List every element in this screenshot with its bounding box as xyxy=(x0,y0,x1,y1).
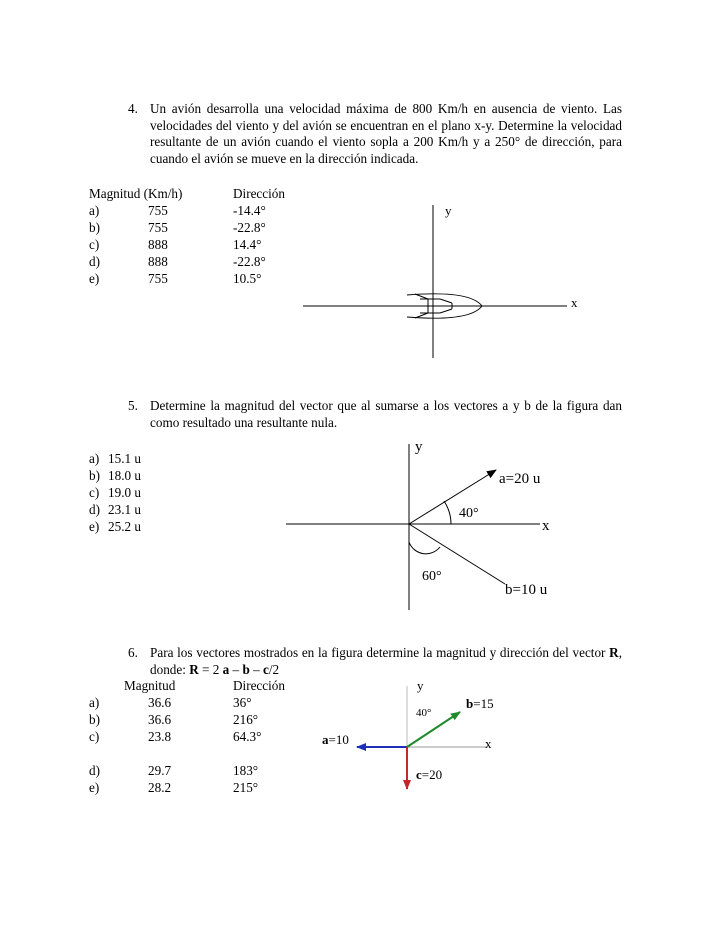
option-value: 25.2 u xyxy=(108,519,141,534)
option-value: 23.1 u xyxy=(108,502,141,517)
option-magnitude: 29.7 xyxy=(148,763,172,778)
option-direction: 216° xyxy=(233,712,259,727)
option-letter: e) xyxy=(89,271,100,286)
question-number: 5. xyxy=(128,398,138,413)
option-direction: 14.4° xyxy=(233,237,262,252)
option-letter: d) xyxy=(89,254,100,269)
y-axis-label: y xyxy=(417,678,424,693)
vector-a-label: a=20 u xyxy=(499,471,541,487)
question-text-start: Para los vectores mostrados en la figura determine la magnitud y dirección del vector xyxy=(150,645,610,660)
option-magnitude: 888 xyxy=(148,254,168,269)
option-letter: a) xyxy=(89,695,100,710)
option-direction: 183° xyxy=(233,763,259,778)
column-header-direction: Dirección xyxy=(233,186,285,201)
option-magnitude: 755 xyxy=(148,271,168,286)
option-direction: 64.3° xyxy=(233,729,262,744)
option-letter: a) xyxy=(89,451,100,466)
formula-r: R xyxy=(189,661,199,677)
option-value: 19.0 u xyxy=(108,485,141,500)
angle-label-60: 60° xyxy=(422,569,442,584)
vector-b-label: b=15 xyxy=(466,696,494,711)
vector-b-label: b=10 u xyxy=(505,582,548,598)
formula-b: b xyxy=(242,661,250,677)
vector-a-label: a=10 xyxy=(322,732,349,747)
option-letter: c) xyxy=(89,237,100,252)
option-letter: d) xyxy=(89,763,100,778)
y-axis-label: y xyxy=(445,203,452,218)
x-axis-label: x xyxy=(542,518,550,534)
y-axis-label: y xyxy=(415,439,423,455)
formula-c: c xyxy=(262,661,269,677)
option-magnitude: 888 xyxy=(148,237,168,252)
option-direction: -22.8° xyxy=(233,220,266,235)
angle-label-40: 40° xyxy=(459,506,479,521)
option-magnitude: 23.8 xyxy=(148,729,172,744)
column-header-direction: Dirección xyxy=(233,678,285,693)
option-value: 15.1 u xyxy=(108,451,141,466)
option-direction: 36° xyxy=(233,695,252,710)
option-letter: c) xyxy=(89,485,100,500)
option-letter: b) xyxy=(89,220,100,235)
question-text-mid: , donde: xyxy=(150,645,622,677)
option-direction: 215° xyxy=(233,780,259,795)
formula-tail: /2 xyxy=(268,661,280,677)
option-letter: b) xyxy=(89,468,100,483)
option-letter: e) xyxy=(89,780,100,795)
option-magnitude: 755 xyxy=(148,203,168,218)
angle-label-40: 40° xyxy=(416,707,432,719)
column-header-magnitude: Magnitud (Km/h) xyxy=(89,186,183,201)
formula-a: a xyxy=(222,661,230,677)
formula-minus: – xyxy=(249,661,263,677)
option-letter: e) xyxy=(89,519,100,534)
x-axis-label: x xyxy=(571,295,578,310)
option-direction: 10.5° xyxy=(233,271,262,286)
option-magnitude: 755 xyxy=(148,220,168,235)
vector-r-symbol: R xyxy=(609,645,619,660)
option-letter: c) xyxy=(89,729,100,744)
vector-c-label: c=20 xyxy=(416,767,443,782)
option-magnitude: 28.2 xyxy=(148,780,172,795)
formula-minus: – xyxy=(229,661,243,677)
question-text: Un avión desarrolla una velocidad máxima de 800 Km/h en ausencia de viento. Las velocidades del viento y del avión se encuentran en el plano x-y. Determine la velocidad resultante de un avión cuando el viento sopla a 200 Km/h y a 250° de dirección, para cuando el avión se mueve en la dirección indicada. xyxy=(150,101,622,166)
option-letter: d) xyxy=(89,502,100,517)
x-axis-label: x xyxy=(485,736,492,751)
question-text: Determine la magnitud del vector que al sumarse a los vectores a y b de la figura dan como resultado una resultante nula. xyxy=(150,398,622,430)
option-letter: b) xyxy=(89,712,100,727)
vector-b xyxy=(407,712,460,747)
question-number: 6. xyxy=(128,645,138,660)
option-letter: a) xyxy=(89,203,100,218)
option-magnitude: 36.6 xyxy=(148,712,172,727)
option-direction: -22.8° xyxy=(233,254,266,269)
question-number: 4. xyxy=(128,101,138,116)
option-magnitude: 36.6 xyxy=(148,695,172,710)
option-value: 18.0 u xyxy=(108,468,141,483)
option-direction: -14.4° xyxy=(233,203,266,218)
formula-equals: = 2 xyxy=(198,661,223,677)
column-header-magnitude: Magnitud xyxy=(124,678,176,693)
